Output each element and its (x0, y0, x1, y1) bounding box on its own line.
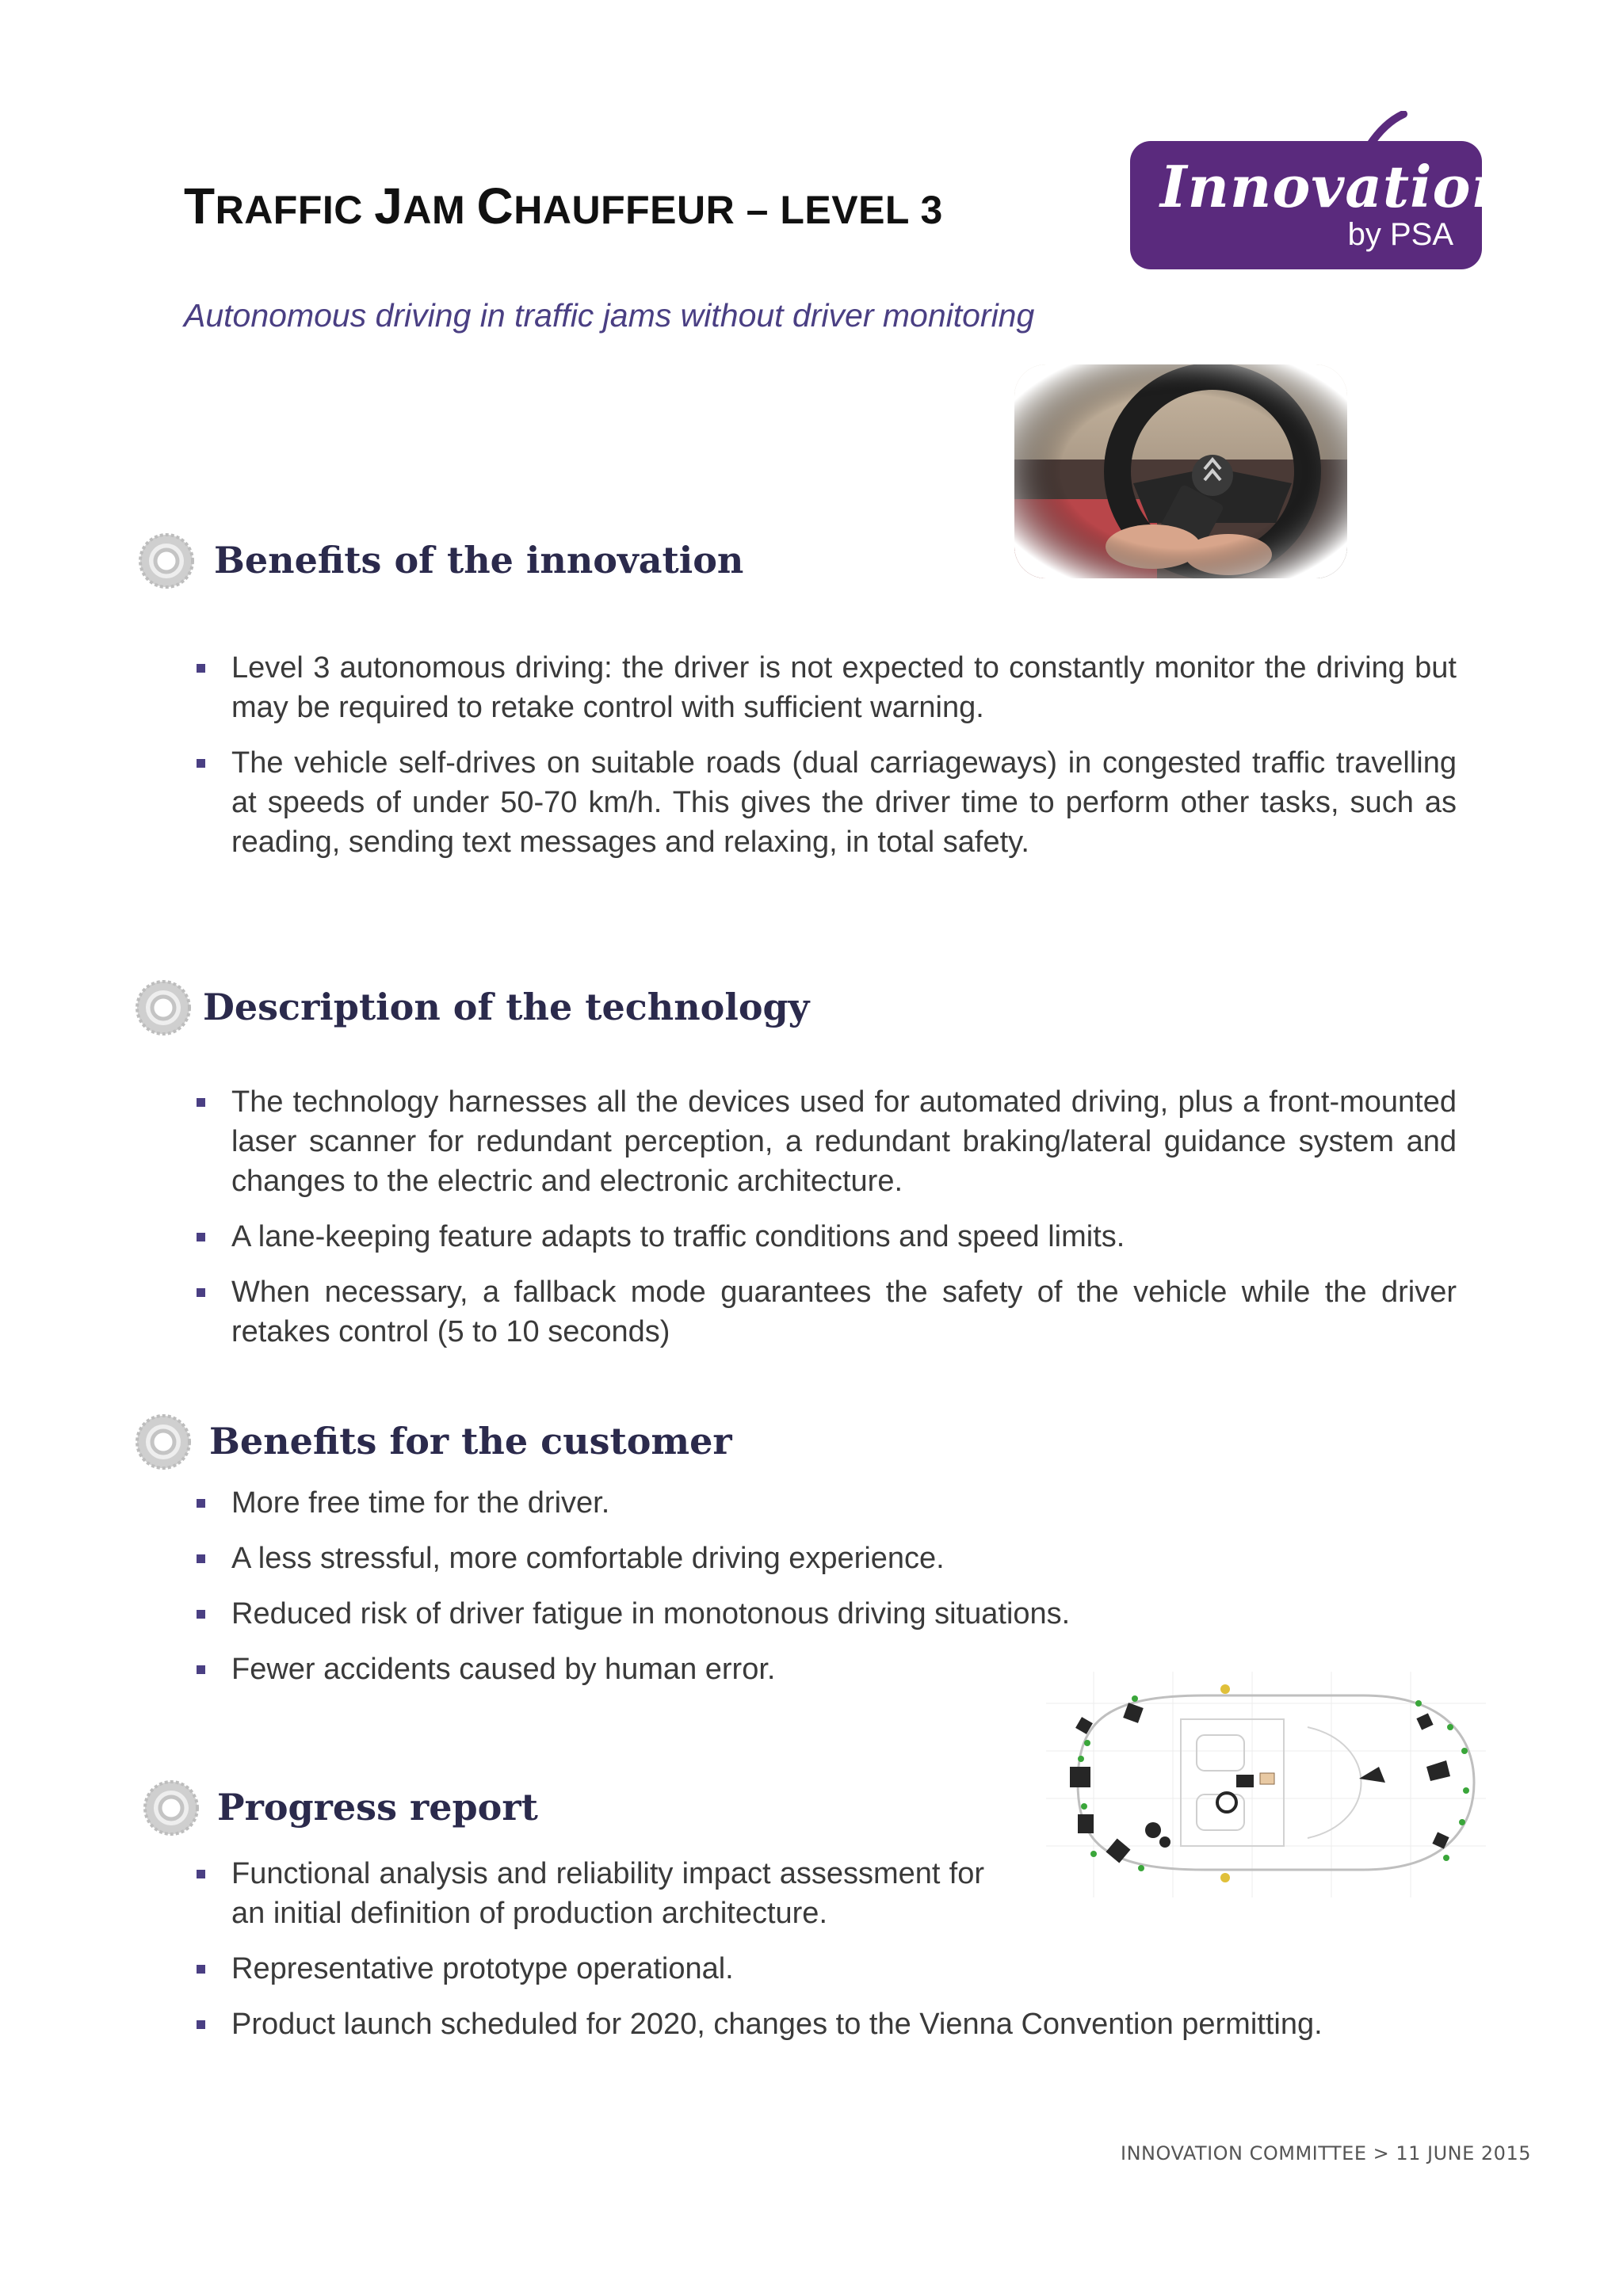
list-item: Functional analysis and reliability impact assessment for an initial definition of production architecture. (197, 1854, 984, 1933)
gear-bullet-icon (138, 532, 195, 589)
description-technology-list (197, 1082, 1457, 1367)
list-item: When necessary, a fallback mode guarantees the safety of the vehicle while the driver retakes control (5 to 10 seconds) (197, 1272, 1457, 1352)
page-subtitle: Autonomous driving in traffic jams without driver monitoring (184, 297, 1035, 334)
section-heading-benefits-customer: Benefits for the customer (209, 1420, 732, 1463)
progress-report-list (197, 1854, 1457, 2060)
title-letter: J (374, 177, 403, 235)
list-item: The technology harnesses all the devices used for automated driving, plus a front-mounted laser scanner for redundant perception, a redundant braking/lateral guidance system and changes to the electric and electronic architecture. (197, 1082, 1457, 1201)
bullet-square-icon (197, 1098, 205, 1107)
bullet-square-icon (197, 1965, 205, 1974)
bullet-square-icon (197, 1233, 205, 1241)
list-item: More free time for the driver. (197, 1483, 1457, 1523)
title-part: RAFFIC (215, 188, 375, 232)
bullet-square-icon (197, 1870, 205, 1878)
bullet-square-icon (197, 759, 205, 768)
bullet-square-icon (197, 1288, 205, 1297)
bullet-square-icon (197, 1665, 205, 1674)
bullet-square-icon (197, 664, 205, 673)
logo-word: Innovation (1160, 153, 1514, 220)
list-item: Product launch scheduled for 2020, changes to the Vienna Convention permitting. (197, 2004, 1457, 2044)
footer-committee-date: INNOVATION COMMITTEE > 11 JUNE 2015 (1121, 2142, 1531, 2164)
list-item: Reduced risk of driver fatigue in monotonous driving situations. (197, 1594, 1457, 1634)
title-letter: C (476, 177, 514, 235)
list-item: Level 3 autonomous driving: the driver is not expected to constantly monitor the driving but may be required to retake control with sufficient warning. (197, 648, 1457, 727)
bullet-square-icon (197, 2020, 205, 2029)
list-item: A less stressful, more comfortable driving experience. (197, 1539, 1457, 1578)
gear-bullet-icon (143, 1779, 200, 1836)
section-heading-benefits-innovation: Benefits of the innovation (214, 539, 744, 582)
section-heading-description-technology: Description of the technology (203, 986, 810, 1028)
gear-bullet-icon (135, 979, 192, 1036)
list-item: A lane-keeping feature adapts to traffic conditions and speed limits. (197, 1217, 1457, 1257)
benefits-innovation-list (197, 648, 1457, 878)
logo-byline: by PSA (1347, 217, 1453, 252)
title-part: AM (403, 188, 477, 232)
page-title (184, 177, 943, 235)
title-letter: T (184, 177, 216, 235)
innovation-by-psa-logo (1130, 111, 1514, 269)
bullet-square-icon (197, 1554, 205, 1563)
gear-bullet-icon (135, 1413, 192, 1470)
list-item: Representative prototype operational. (197, 1949, 1457, 1989)
bullet-square-icon (197, 1499, 205, 1508)
bullet-square-icon (197, 1610, 205, 1619)
steering-wheel-photo (1014, 364, 1347, 578)
list-item: The vehicle self-drives on suitable roads (dual carriageways) in congested traffic travelling at speeds of under 50-70 km/h. This gives the driver time to perform other tasks, such as reading, sending text messages and relaxing, in total safety. (197, 743, 1457, 862)
title-part: HAUFFEUR – LEVEL 3 (514, 188, 943, 232)
list-item: Fewer accidents caused by human error. (197, 1650, 1457, 1689)
section-heading-progress-report: Progress report (217, 1786, 538, 1829)
